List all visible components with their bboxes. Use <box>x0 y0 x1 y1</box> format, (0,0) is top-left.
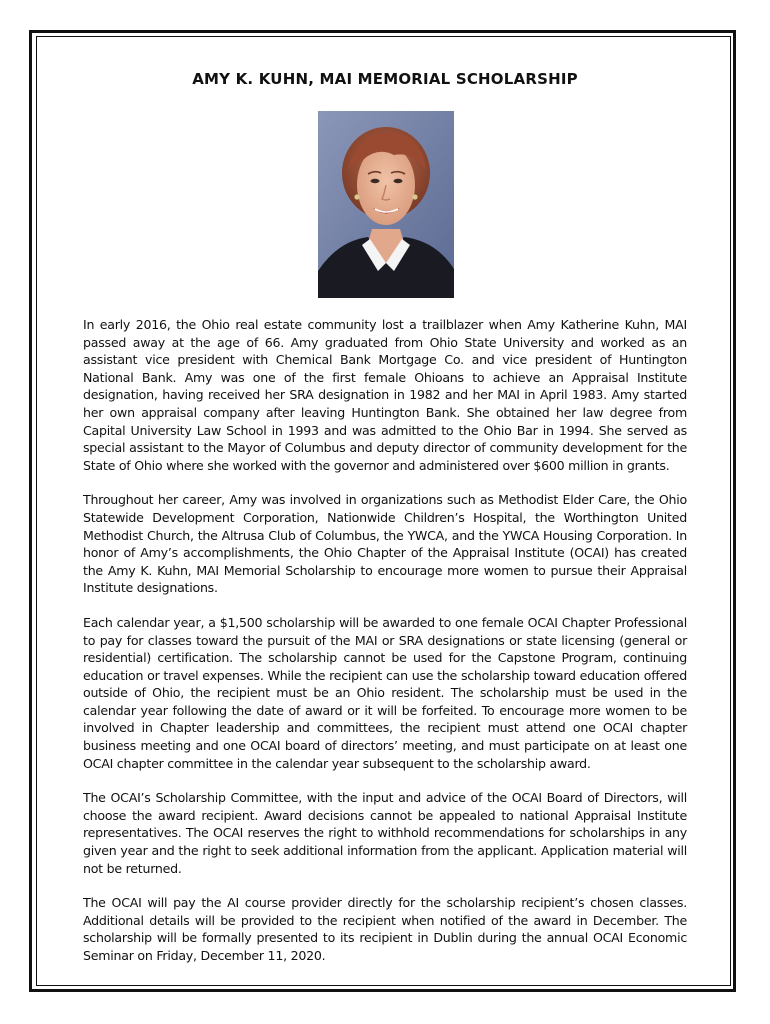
paragraph-biography: In early 2016, the Ohio real estate community lost a trailblazer when Amy Katherine Kuhn, MAI passed away at the age of 66. Amy graduated from Ohio State University and worked as an assistant vice president with Chemical Bank Mortgage Co. and vice president of Huntington National Bank. Amy was one of the first female Ohioans to achieve an Appraisal Institute designation, having received her SRA designation in 1982 and her MAI in April 1983. Amy started her own appraisal company after leaving Huntington Bank. She obtained her law degree from Capital University Law School in 1993 and was admitted to the Ohio Bar in 1994. She served as special assistant to the Mayor of Columbus and deputy director of community development for the State of Ohio where she worked with the governor and administered over $600 million in grants. <box>83 317 687 473</box>
paragraph-eligibility: Each calendar year, a $1,500 scholarship will be awarded to one female OCAI Chapter Professional to pay for classes toward the pursuit of the MAI or SRA designations or state licensing (general or residential) certification. The scholarship cannot be used for the Capstone Program, continuing education or travel expenses. While the recipient can use the scholarship toward education offered outside of Ohio, the recipient must be an Ohio resident. The scholarship must be used in the calendar year following the date of award or it will be forfeited. To encourage more women to be involved in Chapter leadership and committees, the recipient must attend one OCAI chapter business meeting and one OCAI board of directors’ meeting, and must participate on at least one OCAI chapter committee in the calendar year subsequent to the scholarship award. <box>83 614 687 771</box>
paragraph-selection: The OCAI’s Scholarship Committee, with the input and advice of the OCAI Board of Directors, will choose the award recipient. Award decisions cannot be appealed to national Appraisal Institute representatives. The OCAI reserves the right to withhold recommendations for scholarships in any given year and the right to seek additional information from the applicant. Application material will not be returned. <box>83 790 687 876</box>
paragraph-career: Throughout her career, Amy was involved in organizations such as Methodist Elder Care, the Ohio Statewide Development Corporation, Nationwide Children’s Hospital, the Worthington United Methodist Church, the Altrusa Club of Columbus, the YWCA, and the YWCA Housing Corporation. In honor of Amy’s accomplishments, the Ohio Chapter of the Appraisal Institute (OCAI) has created the Amy K. Kuhn, MAI Memorial Scholarship to encourage more women to pursue their Appraisal Institute designations. <box>83 492 687 596</box>
paragraph-payment: The OCAI will pay the AI course provider directly for the scholarship recipient’s chosen classes. Additional details will be provided to the recipient when notified of the award in December. The scholarship will be formally presented to its recipient in Dublin during the annual OCAI Economic Seminar on Friday, December 11, 2020. <box>83 895 687 963</box>
portrait-illustration <box>318 111 454 298</box>
document-body <box>83 316 687 982</box>
portrait-photo <box>318 111 454 298</box>
document-title: AMY K. KUHN, MAI MEMORIAL SCHOLARSHIP <box>192 70 578 88</box>
